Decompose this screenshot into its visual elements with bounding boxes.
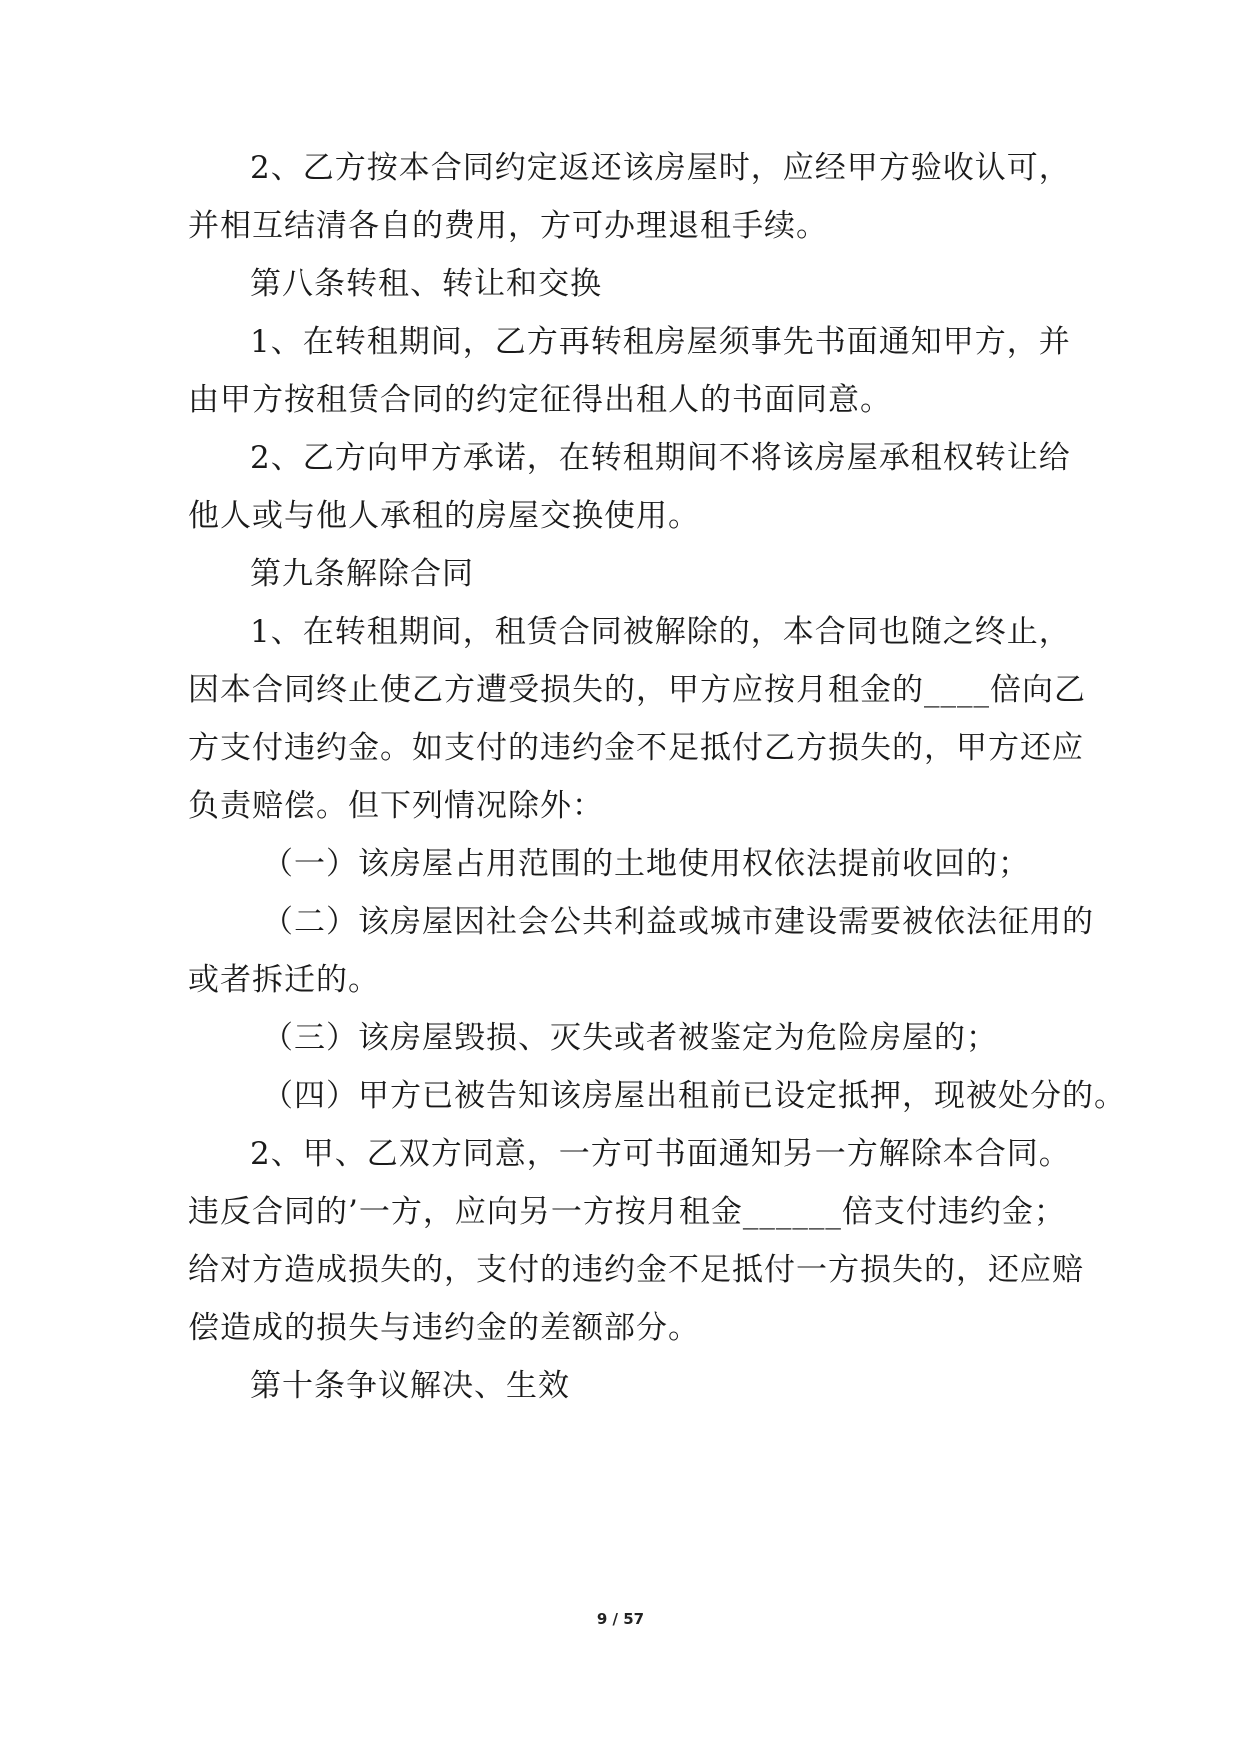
paragraph-line: 方支付违约金。如支付的违约金不足抵付乙方损失的，甲方还应 <box>188 730 1084 766</box>
list-item: （三）该房屋毁损、灭失或者被鉴定为危险房屋的； <box>262 1020 998 1056</box>
paragraph-line: 由甲方按租赁合同的约定征得出租人的书面同意。 <box>188 382 892 418</box>
list-item: （四）甲方已被告知该房屋出租前已设定抵押，现被处分的。 <box>262 1078 1126 1114</box>
paragraph-line: 给对方造成损失的，支付的违约金不足抵付一方损失的，还应赔 <box>188 1252 1084 1288</box>
paragraph-line: 偿造成的损失与违约金的差额部分。 <box>188 1310 700 1346</box>
paragraph-line: 负责赔偿。但下列情况除外： <box>188 788 604 824</box>
section-heading: 第八条转租、转让和交换 <box>250 266 602 302</box>
list-item: （一）该房屋占用范围的土地使用权依法提前收回的； <box>262 846 1030 882</box>
section-heading: 第九条解除合同 <box>250 556 474 592</box>
paragraph-line: 2、乙方按本合同约定返还该房屋时，应经甲方验收认可， <box>250 150 1071 186</box>
paragraph-line: 2、甲、乙双方同意，一方可书面通知另一方解除本合同。 <box>250 1136 1071 1172</box>
list-item: （二）该房屋因社会公共利益或城市建设需要被依法征用的 <box>262 904 1094 940</box>
paragraph-line: 1、在转租期间，乙方再转租房屋须事先书面通知甲方，并 <box>250 324 1071 360</box>
paragraph-line: 或者拆迁的。 <box>188 962 380 998</box>
paragraph-line: 违反合同的’一方，应向另一方按月租金______倍支付违约金； <box>188 1194 1066 1230</box>
page-number: 9 / 57 <box>596 1610 645 1628</box>
paragraph-line: 1、在转租期间，租赁合同被解除的，本合同也随之终止， <box>250 614 1071 650</box>
paragraph-line: 他人或与他人承租的房屋交换使用。 <box>188 498 700 534</box>
paragraph-line: 2、乙方向甲方承诺，在转租期间不将该房屋承租权转让给 <box>250 440 1071 476</box>
paragraph-line: 因本合同终止使乙方遭受损失的，甲方应按月租金的____倍向乙 <box>188 672 1086 708</box>
section-heading: 第十条争议解决、生效 <box>250 1368 570 1404</box>
paragraph-line: 并相互结清各自的费用，方可办理退租手续。 <box>188 208 828 244</box>
